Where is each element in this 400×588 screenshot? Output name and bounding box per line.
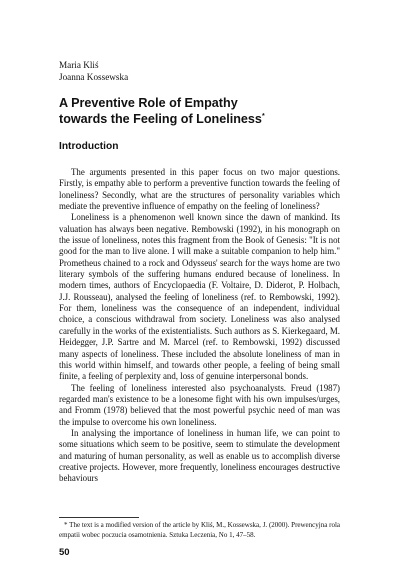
paragraph: In analysing the importance of loneliness in human life, we can point to some situations which seem to be positive, seem to stimulate the development and maturing of human personality, as well as enable us to accomplish diverse creative projects. However, more frequently, loneliness encourages destructive behaviours	[59, 427, 340, 484]
page-number: 50	[59, 547, 70, 558]
paragraph: The feeling of loneliness interested also psychoanalysts. Freud (1987) regarded man's existence to be a lonesome fight with his own impulses/urges, and Fromm (1978) believed that the most powerful psychic need of man was the impulse to overcome his own loneliness.	[59, 382, 340, 427]
paragraph: Loneliness is a phenomenon well known since the dawn of mankind. Its valuation has always been negative. Rembowski (1992), in his monograph on the issue of loneliness, notes this fragment from the Book of Genesis: "It is not good for the man to live alone. I will make a suitable companion to help him." Prometheus chained to a rock and Odysseus' search for the ways home are two literary symbols of the suffering humans endured because of loneliness. In modern times, authors of Encyclopaedia (F. Voltaire, D. Diderot, P. Holbach, J.J. Rousseau), analysed the feeling of loneliness (ref. to Rembowski, 1992). For them, loneliness was the consequence of an independent, individual choice, a conscious withdrawal from society. Loneliness was also analysed carefully in the works of the existentialists. Such authors as S. Kierkegaard, M. Heidegger, J.P. Sartre and M. Marcel (ref. to Rembowski, 1992) discussed many aspects of loneliness. These included the absolute loneliness of man in this world within himself, and towards other people, a feeling of being small finite, a feeling of perplexity and, loss of genuine interpersonal bonds.	[59, 212, 340, 382]
author-name: Joanna Kossewska	[59, 71, 129, 82]
author-name: Maria Kliś	[59, 60, 99, 70]
title-text: towards the Feeling of Loneliness	[59, 112, 262, 126]
title-line: A Preventive Role of Empathy	[59, 96, 238, 110]
footnote-divider	[59, 517, 139, 518]
paragraph: The arguments presented in this paper focus on two major questions. Firstly, is empathy able to perform a preventive function towards the feeling of loneliness? Secondly, what are the structures of personality variables which mediate the preventive influence of empathy on the feeling of loneliness?	[59, 167, 340, 212]
author-list	[59, 60, 128, 83]
footnote-mark: *	[261, 112, 265, 120]
article-title	[59, 95, 359, 127]
section-heading: Introduction	[59, 141, 119, 152]
title-line	[59, 111, 359, 127]
body-text	[59, 167, 340, 485]
footnote: * The text is a modified version of the article by Kliś, M., Kossewska, J. (2000). Prewencyjna rola empatii wobec poczucia osamotnienia. Sztuka Leczenia, No 1, 47–58.	[59, 521, 340, 539]
